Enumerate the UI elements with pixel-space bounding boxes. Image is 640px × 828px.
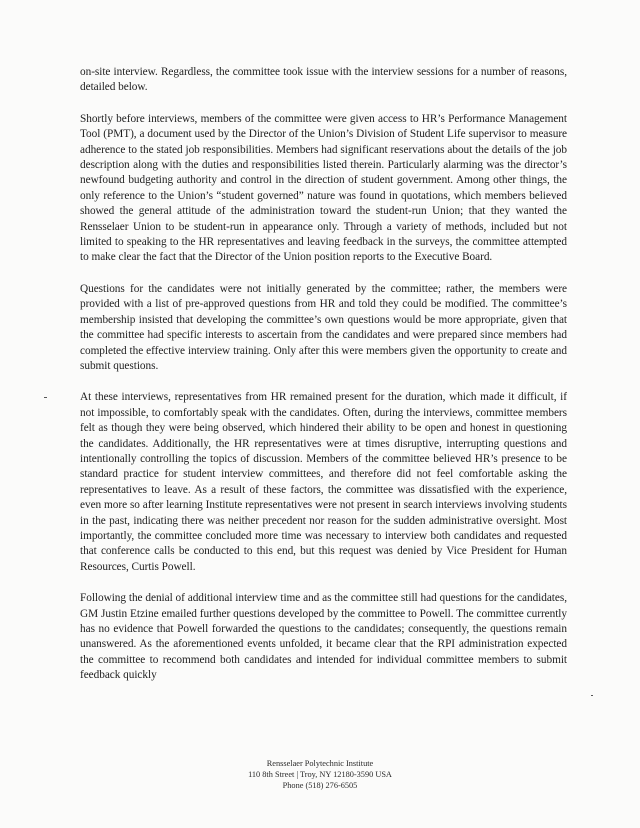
footer-institution: Rensselaer Polytechnic Institute: [266, 759, 374, 768]
letterhead-footer: [0, 758, 640, 791]
body-text: [80, 65, 567, 700]
paragraph-4: At these interviews, representatives from HR remained present for the duration, which made it difficult, if not impossible, to comfortably speak with the candidates. Often, during the interviews, committee members felt as though they were being observed, which hindered their ability to be open and honest in questioning the candidates. Additionally, the HR representatives were at times disruptive, interrupting questions and intentionally controlling the topics of discussion. Members of the committee believed HR’s presence to be standard practice for student interview committees, and therefore did not feel comfortable asking the representatives to leave. As a result of these factors, the committee was dissatisfied with the experience, even more so after learning Institute representatives were not present in search interviews involving students in the past, indicating there was neither precedent nor reason for the sudden administrative oversight. Most importantly, the committee concluded more time was necessary to interview both candidates and requested that conference calls be conducted to this end, but this request was denied by Vice President for Human Resources, Curtis Powell.: [80, 391, 567, 573]
paragraph-5: Following the denial of additional interview time and as the committee still had questions for the candidates, GM Justin Etzine emailed further questions developed by the committee to Powell. The committee currently has no evidence that Powell forwarded the questions to the candidates; consequently, the questions remain unanswered. As the aforementioned events unfolded, it became clear that the RPI administration expected the committee to recommend both candidates and intended for individual committee members to submit feedback quickly: [80, 592, 567, 682]
scan-speck: [591, 695, 593, 696]
paragraph-1: on-site interview. Regardless, the committee took issue with the interview sessions for a number of reasons, detailed below.: [80, 66, 567, 94]
scan-speck: [44, 397, 47, 398]
footer-phone: Phone (518) 276-6505: [282, 781, 358, 790]
paragraph-2: Shortly before interviews, members of the committee were given access to HR’s Performance Management Tool (PMT), a document used by the Director of the Union’s Division of Student Life supervisor to measure adherence to the stated job responsibilities. Members had significant reservations about the details of the job description along with the duties and responsibilities listed therein. Particularly alarming was the director’s newfound budgeting authority and control in the direction of student government. Among other things, the only reference to the Union’s “student governed” nature was found in quotations, which members believed showed the general attitude of the administration toward the student-run Union; that they wanted the Rensselaer Union to be student-run in appearance only. Through a variety of methods, included but not limited to speaking to the HR representatives and leaving feedback in the surveys, the committee attempted to make clear the fact that the Director of the Union position reports to the Executive Board.: [80, 112, 567, 264]
footer-address: 110 8th Street | Troy, NY 12180-3590 USA: [248, 770, 392, 779]
paragraph-3: Questions for the candidates were not initially generated by the committee; rather, the members were provided with a list of pre-approved questions from HR and told they could be modified. The committee’s membership insisted that developing the committee’s own questions would be more appropriate, given that the committee had specific interests to ascertain from the candidates and were prepared since members had completed the effective interview training. Only after this were members given the opportunity to create and submit questions.: [80, 282, 567, 372]
